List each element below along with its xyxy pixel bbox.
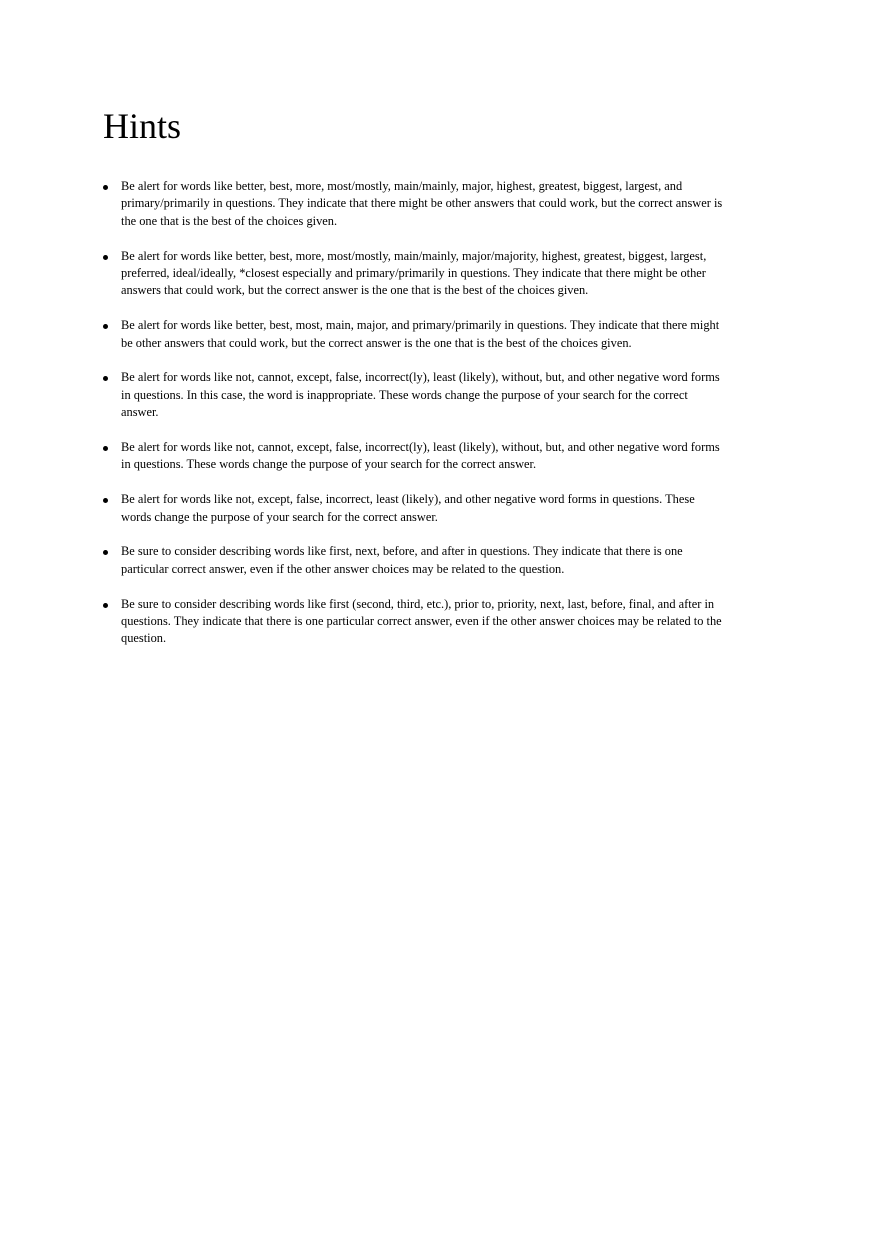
- list-item: [103, 543, 723, 578]
- bullet-icon: [103, 550, 108, 555]
- bullet-icon: [103, 498, 108, 503]
- hint-text: Be alert for words like better, best, more, most/mostly, main/mainly, major, highest, greatest, biggest, largest, and primary/primarily in questions. They indicate that there might be other answers that could work, but the correct answer is the one that is the best of the choices given.: [121, 179, 723, 228]
- hint-text: Be alert for words like not, cannot, except, false, incorrect(ly), least (likely), without, but, and other negative word forms in questions. In this case, the word is inappropriate. These words change the purpose of your search for the correct answer.: [121, 370, 720, 420]
- list-item: [103, 439, 723, 474]
- list-item: [103, 369, 723, 421]
- bullet-icon: [103, 324, 108, 329]
- list-item: [103, 317, 723, 352]
- list-item: [103, 178, 723, 230]
- hint-text: Be alert for words like not, cannot, except, false, incorrect(ly), least (likely), without, but, and other negative word forms in questions. These words change the purpose of your search for the correct answer.: [121, 440, 720, 472]
- hint-text: Be alert for words like better, best, most, main, major, and primary/primarily in questions. They indicate that there might be other answers that could work, but the correct answer is the one that is the best of the choices given.: [121, 318, 720, 350]
- bullet-icon: [103, 446, 108, 451]
- hints-list: [103, 178, 723, 665]
- list-item: [103, 596, 723, 648]
- bullet-icon: [103, 603, 108, 608]
- list-item: [103, 248, 723, 300]
- bullet-icon: [103, 376, 108, 381]
- hint-text: Be alert for words like better, best, more, most/mostly, main/mainly, major/majority, highest, greatest, biggest, largest, preferred, ideal/ideally, *closest especially and primary/primarily in questions. They indicate that there might be other answers that could work, but the correct answer is the one that is the best of the choices given.: [121, 248, 707, 298]
- page-title: Hints: [103, 106, 182, 146]
- bullet-icon: [103, 185, 108, 190]
- list-item: [103, 491, 723, 526]
- hint-text: Be sure to consider describing words like first, next, before, and after in questions. They indicate that there is one particular correct answer, even if the other answer choices may be related to the question.: [121, 544, 683, 576]
- bullet-icon: [103, 255, 108, 260]
- hint-text: Be sure to consider describing words like first (second, third, etc.), prior to, priority, next, last, before, final, and after in questions. They indicate that there is one particular correct answer, even if the other answer choices may be related to the question.: [121, 596, 722, 646]
- hint-text: Be alert for words like not, except, false, incorrect, least (likely), and other negative word forms in questions. These words change the purpose of your search for the correct answer.: [121, 492, 695, 524]
